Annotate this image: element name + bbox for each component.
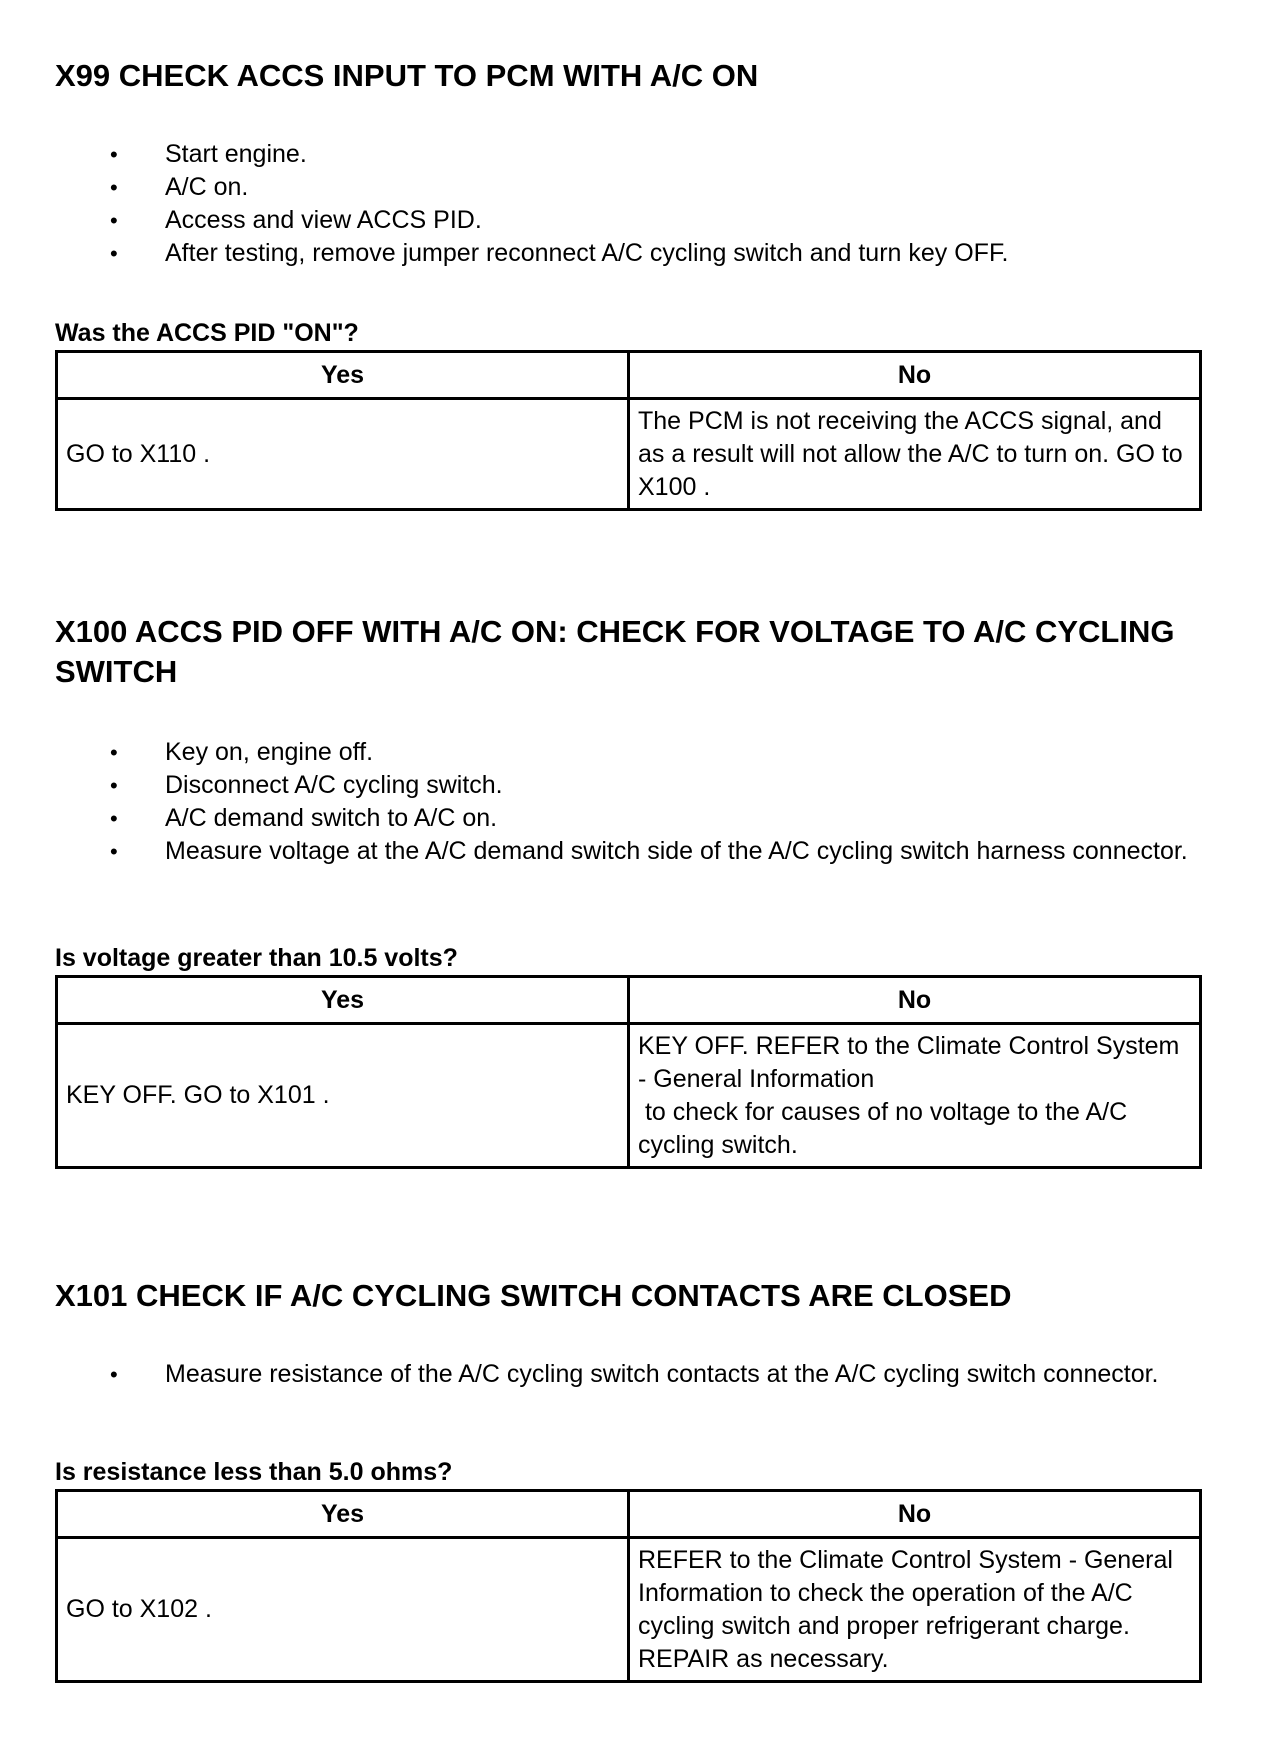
yes-cell: GO to X102 . <box>57 1538 629 1682</box>
bullet-icon: • <box>110 839 118 864</box>
step-item: • Key on, engine off. <box>55 736 1200 769</box>
question-x101-wrap <box>55 1457 1200 1487</box>
section-x100 <box>55 612 1200 692</box>
no-cell: The PCM is not receiving the ACCS signal, and as a result will not allow the A/C to turn on. GO to X100 . <box>629 399 1201 510</box>
steps-x99 <box>55 138 1200 270</box>
answer-table-x100 <box>55 975 1202 1169</box>
table-row <box>57 1538 1201 1682</box>
step-item: • A/C demand switch to A/C on. <box>55 802 1200 835</box>
step-list <box>55 138 1200 270</box>
bullet-icon: • <box>110 806 118 831</box>
bullet-icon: • <box>110 241 118 266</box>
bullet-icon: • <box>110 142 118 167</box>
yes-cell: GO to X110 . <box>57 399 629 510</box>
step-item: • Measure voltage at the A/C demand switch side of the A/C cycling switch harness connector. <box>55 835 1200 868</box>
no-header: No <box>629 352 1201 399</box>
step-list <box>55 736 1200 868</box>
section-x99 <box>55 56 1200 96</box>
no-cell: REFER to the Climate Control System - General Information to check the operation of the A/C cycling switch and proper refrigerant charge. REPAIR as necessary. <box>629 1538 1201 1682</box>
table-header-row <box>57 352 1201 399</box>
answer-table-x101 <box>55 1489 1202 1683</box>
bullet-icon: • <box>110 773 118 798</box>
section-title: X100 ACCS PID OFF WITH A/C ON: CHECK FOR VOLTAGE TO A/C CYCLING SWITCH <box>55 614 1175 689</box>
step-item: • Start engine. <box>55 138 1200 171</box>
question-text: Is resistance less than 5.0 ohms? <box>55 1458 453 1486</box>
step-item: • After testing, remove jumper reconnect A/C cycling switch and turn key OFF. <box>55 237 1200 270</box>
step-item: • A/C on. <box>55 171 1200 204</box>
table-header-row <box>57 977 1201 1024</box>
no-cell-line: KEY OFF. REFER to the Climate Control System - General Information <box>638 1031 1180 1093</box>
bullet-icon: • <box>110 175 118 200</box>
question-x100-wrap <box>55 943 1200 973</box>
step-item: • Disconnect A/C cycling switch. <box>55 769 1200 802</box>
bullet-icon: • <box>110 208 118 233</box>
step-item: • Access and view ACCS PID. <box>55 204 1200 237</box>
yes-header: Yes <box>57 1491 629 1538</box>
steps-x100 <box>55 736 1200 868</box>
no-cell-line: to check for causes of no voltage to the A/C cycling switch. <box>638 1097 1135 1159</box>
section-title: X99 CHECK ACCS INPUT TO PCM WITH A/C ON <box>55 58 759 93</box>
question-text: Was the ACCS PID "ON"? <box>55 319 359 347</box>
step-item: • Measure resistance of the A/C cycling switch contacts at the A/C cycling switch connector. <box>55 1358 1200 1391</box>
no-cell <box>629 1024 1201 1168</box>
steps-x101 <box>55 1358 1200 1391</box>
bullet-icon: • <box>110 1362 118 1387</box>
no-header: No <box>629 1491 1201 1538</box>
answer-table-x99 <box>55 350 1202 511</box>
yes-header: Yes <box>57 977 629 1024</box>
section-title: X101 CHECK IF A/C CYCLING SWITCH CONTACTS ARE CLOSED <box>55 1278 1012 1313</box>
question-text: Is voltage greater than 10.5 volts? <box>55 944 458 972</box>
question-x99-wrap <box>55 318 1200 348</box>
table-header-row <box>57 1491 1201 1538</box>
yes-header: Yes <box>57 352 629 399</box>
step-list <box>55 1358 1200 1391</box>
table-row <box>57 399 1201 510</box>
section-x101 <box>55 1276 1200 1316</box>
table-row <box>57 1024 1201 1168</box>
bullet-icon: • <box>110 740 118 765</box>
yes-cell: KEY OFF. GO to X101 . <box>57 1024 629 1168</box>
no-header: No <box>629 977 1201 1024</box>
